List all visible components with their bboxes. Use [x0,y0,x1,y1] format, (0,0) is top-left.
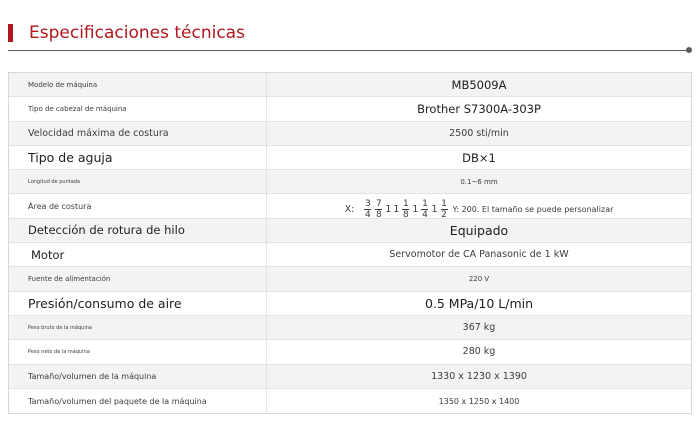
spec-value: Servomotor de CA Panasonic de 1 kW [267,243,691,266]
fraction-den: 2 [441,209,447,218]
whole-number: 1 [393,203,400,215]
fraction-den: 4 [364,209,371,218]
fraction-den: 4 [422,209,428,218]
whole-number: 1 [412,203,419,215]
spec-label: Motor [9,243,267,266]
spec-value: 1350 x 1250 x 1400 [267,389,691,413]
spec-label: Peso neto de la máquina [9,340,267,363]
table-row [9,340,691,364]
fraction-den: 8 [375,209,382,218]
spec-label: Longitud de puntada [9,170,267,193]
spec-value: 0.5 MPa/10 L/min [267,292,691,315]
fraction-num: 7 [375,198,382,209]
spec-label: Detección de rotura de hilo [9,219,267,242]
accent-bar [8,24,13,42]
table-row [9,146,691,170]
fraction [441,199,448,218]
spec-label: Tamaño/volumen de la máquina [9,365,267,388]
section-title: Especificaciones técnicas [29,23,245,43]
spec-value: 220 V [267,267,691,290]
fraction [402,199,409,218]
spec-label: Tipo de cabezal de máquina [9,97,267,120]
table-row [9,194,691,218]
sewing-area-value [345,194,614,217]
spec-value: 367 kg [267,316,691,339]
divider-line [8,50,690,51]
table-row [9,170,691,194]
spec-value: 280 kg [267,340,691,363]
area-tail: Y: 200. El tamaño se puede personalizar [452,204,614,214]
fraction [375,199,382,218]
table-row [9,267,691,291]
spec-label: Velocidad máxima de costura [9,122,267,145]
spec-value: MB5009A [267,73,691,96]
spec-label: Fuente de alimentación [9,267,267,290]
fraction-num: 1 [441,198,447,209]
spec-value [267,194,691,217]
table-row [9,122,691,146]
spec-label: Presión/consumo de aire [9,292,267,315]
table-row [9,219,691,243]
spec-label: Tamaño/volumen del paquete de la máquina [9,389,267,413]
spec-value: 1330 x 1230 x 1390 [267,365,691,388]
table-row [9,73,691,97]
table-row [9,97,691,121]
table-row [9,316,691,340]
fraction-num: 3 [364,198,371,209]
specs-table [8,72,692,414]
divider-dot [686,47,692,53]
spec-value: DB×1 [267,146,691,169]
table-row [9,243,691,267]
fraction-den: 8 [403,209,409,218]
spec-value: 2500 sti/min [267,122,691,145]
table-row [9,292,691,316]
whole-number: 1 [431,203,438,215]
spec-label: Peso bruto de la máquina [9,316,267,339]
table-row [9,389,691,413]
spec-value: 0.1~6 mm [267,170,691,193]
area-lead: X: [344,203,355,215]
table-row [9,365,691,389]
fraction [421,199,428,218]
whole-number: 1 [385,203,392,215]
spec-label: Tipo de aguja [9,146,267,169]
spec-label: Área de costura [9,194,267,217]
fraction-num: 1 [403,198,409,209]
fraction-num: 1 [422,198,428,209]
fraction [364,199,371,218]
spec-value: Equipado [267,219,691,242]
spec-label: Modelo de máquina [9,73,267,96]
section-header [8,22,692,44]
spec-value: Brother S7300A-303P [267,97,691,120]
